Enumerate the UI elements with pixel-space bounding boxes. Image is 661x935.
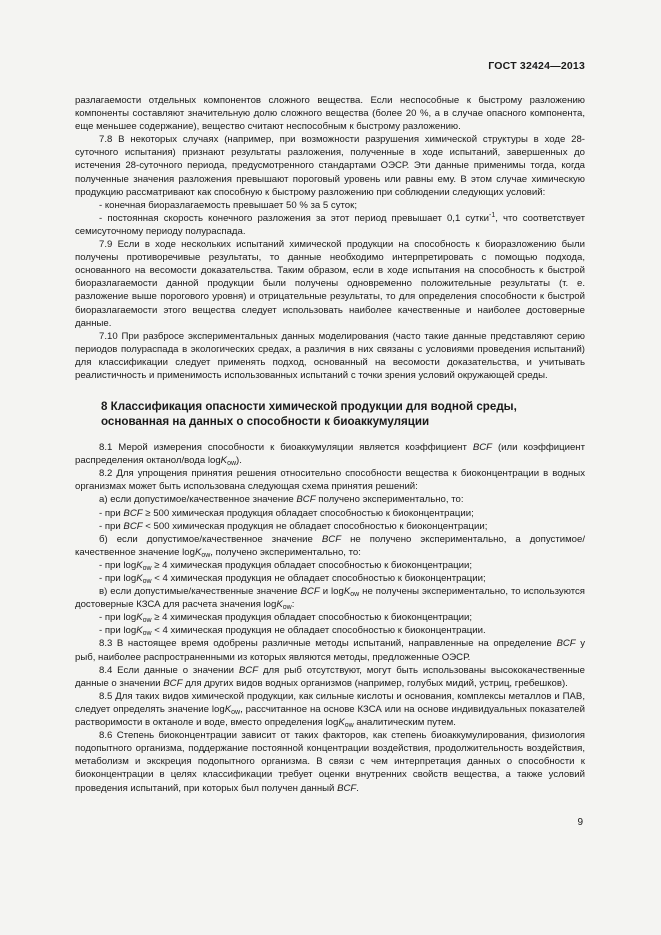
condition-c-item-1: - при logK$_{ow}$ ≥ 4 химическая продукция обладает способностью к биоконцентрации; [99,612,473,625]
paragraph-7-9: 7.9 Если в ходе нескольких испытаний химической продукции на способность к биоразложению были получены противоречивые результаты, то данные необходимо интерпретировать с помощью подхода, основанного на весомости доказательства. Таким образом, если в ходе испытания на способность к быстрой биоразлагаемости данной продукции были получены одновременно положительные результаты (т. е. разложение выше порогового уровня) и отрицательные результаты, то для определения способности к быстрой биоразлагаемости этого вещества следует использовать наиболее качественные и наиболее достоверные данные. [75,239,585,329]
document-body [75,94,585,795]
list-item-7-8-1: - конечная биоразлагаемость превышает 50 % за 5 суток; [99,199,358,211]
paragraph-8-6: 8.6 Степень биоконцентрации зависит от таких факторов, как степень биоаккумулирования, физиология подопытного организма, поддержание постоянной концентрации воздействия, продолжительность воздействия, метаболизм и экскреция подопытного организма. В связи с чем интерпретация данных о способности к биоконцентрации в целях классификации требует оценки внутренних свойств вещества, а также условий проведения испытаний, при которых был получен данный BCF. [75,730,585,794]
paragraph-7-8: 7.8 В некоторых случаях (например, при возможности разрушения химической структуры в ходе 28-суточного испытания) признают результаты разложения, полученные в ходе испытаний, завершенных до истечения 28-суточного периода, предусмотренного стандартами ОЭСР. Эти данные применимы тогда, когда полученные значения разложения превышают пороговый уровень или равны ему. В этом случае химическую продукцию рассматривают как способную к быстрому разложению при соблюдении следующих условий: [75,134,585,198]
condition-a: а) если допустимое/качественное значение BCF получено экспериментально, то: [99,494,464,506]
condition-b: б) если допустимое/качественное значение BCF не получено экспериментально, а допустимое/качественное значение logK$_{ow}$, получено экспериментально, то: [75,533,586,559]
paragraph-continuation: разлагаемости отдельных компонентов сложного вещества. Если неспособные к быстрому разложению компоненты составляют значительную долю сложного вещества (более 20 %, а в случае опасного компонента, еще меньшее содержание), вещество считают неспособным к быстрому разложению. [75,95,585,133]
paragraph-7-10: 7.10 При разбросе экспериментальных данных моделирования (часто такие данные представляют серию периодов полураспада в экологических средах, а различия в них связаны с условиями проведения испытаний) для классификации следует применять подход, основанный на весомости доказательства, и учитывать реалистичность и применимость использованных испытаний с точки зрения условий окружающей среды. [75,330,585,381]
paragraph-8-5: 8.5 Для таких видов химической продукции, как сильные кислоты и основания, комплексы металлов и ПАВ, следует определять значение logK$_{ow}$, рассчитанное на основе КЗСА или на основе индивидуальных показателей растворимости в октаноле и воде, вместо определения logK$_{ow}$ аналитическим путем. [75,690,585,730]
condition-a-item-2: - при BCF < 500 химическая продукция не обладает способностью к биоконцентрации; [99,520,488,532]
page-number: 9 [577,817,583,828]
paragraph-8-1: 8.1 Мерой измерения способности к биоаккумуляции является коэффициент BCF (или коэффициент распределения октанол/вода logK$_{ow}$). [75,442,585,468]
condition-a-item-1: - при BCF ≥ 500 химическая продукция обладает способностью к биоконцентрации; [99,507,474,519]
section-heading-8: 8 Классификация опасности химической продукции для водной среды, основанная на данных о способности к биоаккумуляции [101,400,517,429]
paragraph-8-4: 8.4 Если данные о значении BCF для рыб отсутствуют, могут быть использованы высококачественные данные о значении BCF для других видов водных организмов (например, голубых мидий, устриц, гребешков). [75,664,586,689]
document-id: ГОСТ 32424—2013 [488,60,585,72]
list-item-7-8-2: - постоянная скорость конечного разложения за этот период превышает 0,1 сутки$^{-1}$, что соответствует семисуточному периоду полураспада. [75,211,585,237]
condition-b-item-2: - при logK$_{ow}$ < 4 химическая продукция не обладает способностью к биоконцентрации; [99,573,486,585]
condition-b-item-1: - при logK$_{ow}$ ≥ 4 химическая продукция обладает способностью к биоконцентрации; [99,559,473,572]
paragraph-8-3: 8.3 В настоящее время одобрены различные методы испытаний, направленные на определение BCF у рыб, наиболее распространенными из которых являются методы, предложенные ОЭСР. [75,638,585,663]
paragraph-8-2: 8.2 Для упрощения принятия решения относительно способности вещества к биоконцентрации в водных организмах может быть использована следующая схема принятия решений: [75,468,585,493]
condition-c-item-2: - при logK$_{ow}$ < 4 химическая продукция не обладает способностью к биоконцентрации. [99,625,486,638]
condition-c: в) если допустимые/качественные значение BCF и logK$_{ow}$ не получены экспериментально, то используются достоверные КЗСА для расчета значения logK$_{ow}$: [75,586,585,612]
